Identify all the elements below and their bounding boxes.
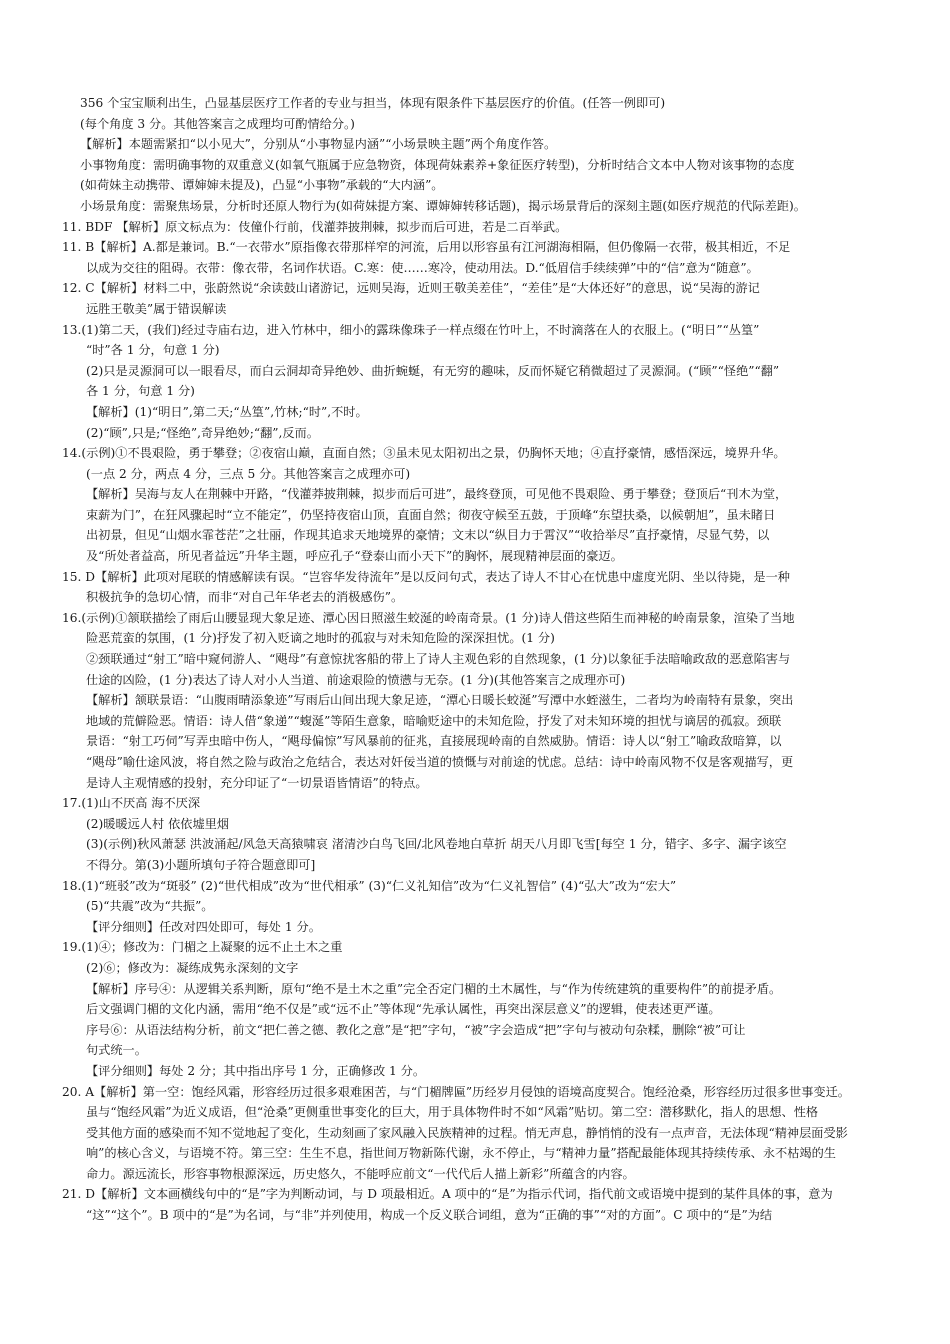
text-line: 后文强调门楣的文化内涵，需用“绝不仅是”或“远不止”等体现“先承认属性，再突出深层意义”的逻辑，使表述更严谨。: [86, 1002, 721, 1017]
text-line: 出初景，但见“山烟水霏苍茫”之壮丽，作现其追求天地境界的豪情；文末以“纵目力于霄汉”“收拾举尽”直抒豪情，尽显气势，以: [86, 528, 770, 543]
text-line: 11. BDF 【解析】原文标点为：伎僮仆行前，伐灌莽披荆棘，拟步而后可进，若是二百举武。: [62, 219, 568, 234]
text-line: 响”的核心含义，与语境不符。第三空：生生不息，指世间万物新陈代谢，永不停止，与“精神力量”搭配最能体现其持续传承、永不枯竭的生: [86, 1146, 836, 1161]
text-line: (如荷妹主动携带、谭婶婶未提及)，凸显“小事物”承载的“大内涵”。: [80, 178, 444, 193]
text-line: 以成为交往的阻碍。衣带：像衣带，名词作状语。C.寒：使……寒冷，使动用法。D.“低眉信手续续弹”中的“信”意为“随意”。: [86, 260, 759, 275]
text-line: 21. D【解析】文本画横线句中的“是”字为判断动词，与 D 项最相近。A 项中的“是”为指示代词，指代前文或语境中提到的某件具体的事，意为: [62, 1187, 833, 1202]
text-line: 14.(示例)①不畏艰险，勇于攀登；②夜宿山巅，直面自然；③虽未见太阳初出之景，仍胸怀天地；④直抒豪情，感悟深远，境界升华。: [62, 446, 786, 461]
text-line: “这”“这个”。B 项中的“是”为名词，与“非”并列使用，构成一个反义联合词组，意为“正确的事”“对的方面”。C 项中的“是”为结: [86, 1208, 773, 1223]
text-line: 不得分。第(3)小题所填句子符合题意即可]: [86, 857, 316, 872]
text-line: 【解析】吴海与友人在荆棘中开路，“伐灌莽披荆棘，拟步而后可进”，最终登顶，可见他不畏艰险、勇于攀登；登顶后“刊木为堂，: [86, 487, 788, 502]
text-line: 356 个宝宝顺利出生，凸显基层医疗工作者的专业与担当，体现有限条件下基层医疗的价值。(任答一例即可): [80, 96, 666, 110]
text-line: (2)⑥；修改为：凝练成隽永深刻的文字: [86, 960, 299, 975]
text-line: 13.(1)第二天，(我们)经过寺庙右边，进入竹林中，细小的露珠像珠子一样点缀在竹叶上，不时滴落在人的衣服上。(“明日”“丛篁”: [62, 322, 760, 337]
text-line: 仕途的凶险，(1 分)表达了诗人对小人当道、前途艰险的愤懑与无奈。(1 分)(其他答案言之成理亦可): [86, 672, 626, 687]
text-line: 11. B【解析】A.都是兼词。B.“一衣带水”原指像衣带那样窄的河流，后用以形容虽有江河湖海相隔，但仍像隔一衣带，极其相近，不足: [62, 240, 791, 255]
answer-document: [62, 93, 902, 1226]
text-line: 虽与“饱经风霜”为近义成语，但“沧桑”更侧重世事变化的巨大，用于具体物件时不如“风霜”贴切。第二空：潜移默化，指人的思想、性格: [86, 1105, 819, 1120]
text-line: 远胜王敬美”属于错误解读: [86, 301, 227, 316]
text-line: 命力。源远流长，形容事物根源深远，历史悠久，不能呼应前文“一代代后人描上新彩”所蕴含的内容。: [86, 1166, 635, 1181]
text-line: 16.(示例)①颔联描绘了雨后山腰显现大象足迹、潭心因日照滋生蛟涎的岭南奇景。(1 分)诗人借这些陌生而神秘的岭南景象，渲染了当地: [62, 610, 795, 625]
text-line: 【解析】本题需紧扣“以小见大”，分别从“小事物显内涵”“小场景映主题”两个角度作答。: [80, 137, 557, 152]
text-line: 及“所处者益高，所见者益远”升华主题，呼应孔子“登泰山而小天下”的胸怀，展现精神层面的豪迈。: [86, 549, 623, 564]
text-line: (一点 2 分，两点 4 分，三点 5 分。其他答案言之成理亦可): [86, 466, 411, 481]
text-line: 小事物角度：需明确事物的双重意义(如氧气瓶属于应急物资，体现荷妹素养+象征医疗转型)，分析时结合文本中人物对该事物的态度: [80, 157, 795, 172]
text-line: (2)只是灵源洞可以一眼看尽，而白云洞却奇异绝妙、曲折蜿蜒，有无穷的趣味，反而怀疑它稍微超过了灵源洞。(“顾”“怪绝”“翻”: [86, 363, 780, 378]
text-line: “飓母”喻仕途风波，将自然之险与政治之危结合，表达对奸佞当道的愤慨与对前途的忧虑。总结：诗中岭南风物不仅是客观描写，更: [86, 755, 794, 769]
text-line: 【解析】(1)“明日”,第二天;“丛篁”,竹林;“时”,不时。: [86, 404, 368, 419]
text-line: “时”各 1 分，句意 1 分): [86, 343, 220, 358]
text-line: 是诗人主观情感的投射，充分印证了“一切景语皆情语”的特点。: [86, 775, 428, 790]
text-line: (2)“顾”,只是;“怪绝”,奇异绝妙;“翻”,反而。: [86, 425, 319, 440]
text-line: 各 1 分，句意 1 分): [86, 384, 195, 399]
text-line: 景语：“射工巧伺”写弄虫暗中伤人，“飓母偏惊”写风暴前的征兆，直接展现岭南的自然威胁。情语：诗人以“射工”喻政敌暗算，以: [86, 734, 782, 749]
text-line: 12. C【解析】材料二中，张蔚然说“余读鼓山诸游记，远则吴海，近则王敬美差佳”，“差佳”是“大体还好”的意思，说“吴海的游记: [62, 281, 760, 296]
text-line: 序号⑥：从语法结构分析，前文“把仁善之德、教化之意”是“把”字句，“被”字会造成“把”字句与被动句杂糅，删除“被”可让: [86, 1022, 746, 1037]
text-line: 受其他方面的感染而不知不觉地起了变化，生动刻画了家风融入民族精神的过程。悄无声息，静悄悄的没有一点声音，无法体现“精神层面受影: [86, 1125, 848, 1140]
text-line: 小场景角度：需聚焦场景，分析时还原人物行为(如荷妹提方案、谭婶婶转移话题)，揭示场景背后的深刻主题(如医疗规范的代际差距)。: [80, 198, 806, 213]
text-line: (3)(示例)秋风萧瑟 洪波涌起/风急天高猿啸哀 渚清沙白鸟飞回/北风卷地白草折 胡天八月即飞雪[每空 1 分，错字、多字、漏字该空: [86, 837, 787, 852]
text-line: (5)“共震”改为“共振”。: [86, 899, 214, 914]
text-line: 积极抗争的急切心情，而非“对自己年华老去的消极感伤”。: [86, 590, 404, 605]
text-line: 束薪为门”，在狂风骤起时“立不能定”，仍坚持夜宿山顶，直面自然；彻夜守候至五鼓，于顶峰“东望扶桑，以候朝旭”，虽未睹日: [86, 507, 776, 522]
text-line: (每个角度 3 分。其他答案言之成理均可酌情给分。): [80, 116, 355, 131]
text-line: (2)暖暖远人村 依依墟里烟: [86, 816, 230, 831]
text-line: ②颈联通过“射工”暗中窥伺游人、“飓母”有意惊扰客船的带上了诗人主观色彩的自然现象，(1 分)以象征手法暗喻政敌的恶意陷害与: [86, 652, 791, 667]
text-line: 【评分细则】每处 2 分；其中指出序号 1 分，正确修改 1 分。: [86, 1063, 426, 1078]
text-line: 17.(1)山不厌高 海不厌深: [62, 796, 201, 811]
text-line: 【评分细则】任改对四处即可，每处 1 分。: [86, 919, 321, 934]
text-line: 险恶荒蛮的氛围，(1 分)抒发了初入贬谪之地时的孤寂与对未知危险的深深担忧。(1 分): [86, 631, 555, 646]
text-line: 【解析】序号④：从逻辑关系判断，原句“绝不是土木之重”完全否定门楣的土木属性，与“作为传统建筑的重要构件”的前提矛盾。: [86, 981, 782, 996]
text-line: 20. A【解析】第一空：饱经风霜，形容经历过很多艰难困苦，与“门楣牌匾”历经岁月侵蚀的语境高度契合。饱经沧桑，形容经历过很多世事变迁。: [62, 1084, 850, 1099]
text-line: 18.(1)“班驳”改为“斑驳” (2)“世代相成”改为“世代相承” (3)“仁义礼知信”改为“仁义礼智信” (4)“弘大”改为“宏大”: [62, 878, 677, 893]
text-line: 15. D【解析】此项对尾联的情感解读有误。“岂容华发待流年”是以反问句式，表达了诗人不甘心在忧患中虚度光阴、坐以待毙，是一种: [62, 569, 790, 584]
text-line: 句式统一。: [86, 1043, 147, 1058]
text-line: 地域的荒僻险恶。情语：诗人借“象递”“蝮涎”等陌生意象，暗喻贬途中的未知危险，抒发了对未知环境的担忧与谪居的孤寂。颈联: [86, 713, 782, 728]
text-line: 19.(1)④；修改为：门楣之上凝聚的远不止土木之重: [62, 940, 343, 955]
text-line: 【解析】颔联景语：“山腹雨晴添象迹”写雨后山间出现大象足迹，“潭心日暖长蛟涎”写潭中水蛭滋生，二者均为岭南特有景象，突出: [86, 693, 794, 708]
